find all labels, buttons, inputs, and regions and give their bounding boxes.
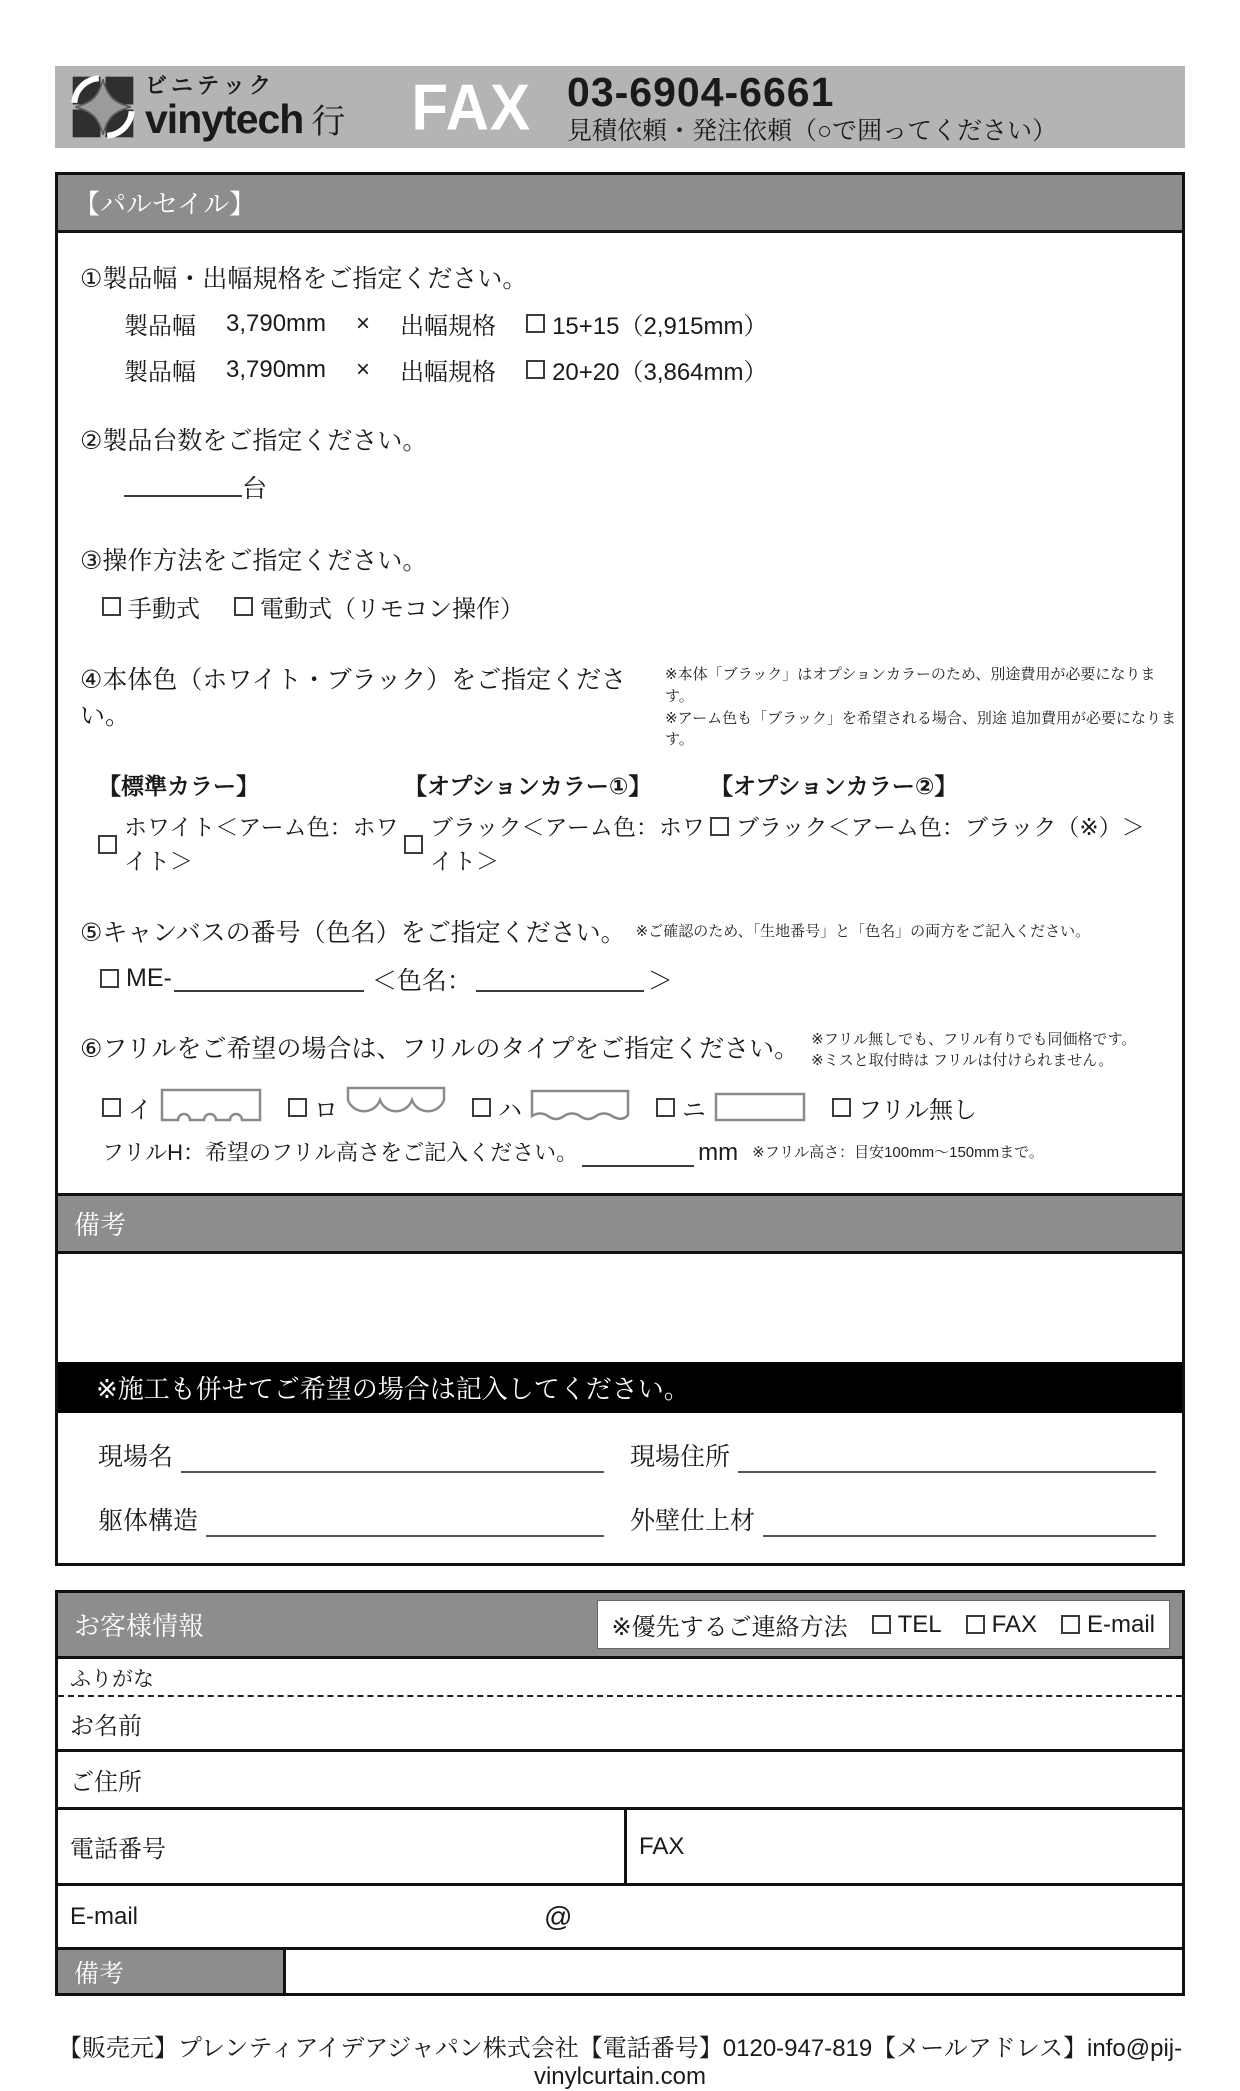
q6-frill-types [102,1086,1182,1128]
frill-type-ro-label: ロ [314,1096,338,1124]
q4-color-columns [98,769,1182,879]
email-label: E-mail [70,1902,139,1930]
tel-cell[interactable] [58,1810,624,1883]
checkbox-contact-email[interactable] [1061,1615,1080,1634]
q1-row1-option: 15+15（2,915mm） [552,313,768,340]
q2-title: ②製品台数をご指定ください。 [80,427,428,455]
fax-cell[interactable] [624,1810,1182,1883]
q6-note-2: ※ミスと取付時は フリルは付けられません。 [811,1052,1114,1070]
construction-note-bar: ※施工も併せてご希望の場合は記入してください。 [58,1362,1182,1413]
contact-preference-box [597,1600,1171,1649]
q1-row2-label2: 出幅規格 [400,359,497,386]
site-name-input[interactable] [181,1447,604,1473]
q5-prefix: ME- [126,964,172,992]
name-label: お名前 [70,1712,142,1740]
q4-col3-header: 【オプションカラー②】 [710,773,958,799]
q4-col1-header: 【標準カラー】 [98,773,259,799]
email-at-sign: @ [544,1900,573,1932]
q4-notes [665,664,1182,751]
q6-height-unit: mm [698,1139,739,1166]
address-label: ご住所 [70,1769,142,1796]
header-contact [567,69,1057,146]
parseil-remarks-area[interactable] [58,1254,1182,1362]
checkbox-color-black-white-arm[interactable] [404,835,423,854]
checkbox-spec-15-15[interactable] [526,314,545,333]
parseil-section-title: 【パルセイル】 [58,175,1182,233]
frill-type-none-label: フリル無し [858,1096,978,1124]
canvas-color-name-input[interactable] [476,965,644,991]
site-structure-label: 躯体構造 [98,1507,199,1535]
checkbox-color-white[interactable] [98,835,117,854]
tel-fax-row [58,1807,1182,1883]
furigana-row[interactable] [58,1659,1182,1695]
frill-height-input[interactable] [582,1144,694,1167]
checkbox-frill-ro[interactable] [288,1098,307,1117]
parseil-remarks-header: 備考 [58,1193,1182,1254]
q4-note-2: ※アーム色も「ブラック」を希望される場合、別途 追加費用が必要になります。 [665,709,1176,749]
furigana-label: ふりがな [70,1668,154,1691]
customer-section-title: お客様情報 [74,1611,205,1641]
frill-shape-ni-icon [714,1092,806,1122]
address-row[interactable] [58,1749,1182,1807]
q1-row1-label1: 製品幅 [124,313,196,340]
q3-title: ③操作方法をご指定ください。 [80,547,428,575]
fax-label: FAX [411,70,532,144]
site-address-label: 現場住所 [630,1443,731,1471]
q6-note-1: ※フリル無しでも、フリル有りでも同価格です。 [811,1030,1137,1048]
checkbox-color-black-black-arm[interactable] [710,817,729,836]
checkbox-contact-fax[interactable] [966,1615,985,1634]
customer-section-header [58,1593,1182,1659]
q3-option-electric: 電動式（リモコン操作） [260,596,524,623]
q1-row2-times: × [356,355,371,383]
q6-height-note: ※フリル高さ：目安100mm〜150mmまで。 [752,1144,1044,1162]
q5-title: ⑤キャンバスの番号（色名）をご指定ください。 [80,918,626,947]
canvas-number-input[interactable] [174,965,364,991]
checkbox-manual[interactable] [102,597,121,616]
customer-remarks-row [58,1947,1182,1993]
checkbox-electric[interactable] [234,597,253,616]
q4-col2-header: 【オプションカラー①】 [404,773,652,799]
checkbox-frill-i[interactable] [102,1098,121,1117]
q2-unit: 台 [242,475,268,503]
q4-col3-option: ブラック＜アーム色：ブラック（※）＞ [736,813,1145,840]
email-row[interactable] [58,1883,1182,1947]
q6-title: ⑥フリルをご希望の場合は、フリルのタイプをご指定ください。 [80,1034,800,1063]
frill-shape-i-icon [160,1088,262,1126]
parseil-section [55,172,1185,1566]
site-address-input[interactable] [738,1447,1156,1473]
frill-type-ha-label: ハ [498,1096,522,1124]
checkbox-frill-none[interactable] [832,1098,851,1117]
q1-row2-label1: 製品幅 [124,359,196,386]
fax-order-form [55,0,1185,2091]
checkbox-frill-ha[interactable] [472,1098,491,1117]
q1-row-1 [124,306,1182,341]
site-wall-label: 外壁仕上材 [630,1507,756,1535]
q3-options [102,589,1182,624]
q1-row1-label2: 出幅規格 [400,313,497,340]
site-wall-input[interactable] [763,1511,1156,1537]
site-name-label: 現場名 [98,1443,174,1471]
brand-suffix: 行 [311,102,346,141]
customer-remarks-label: 備考 [58,1950,286,1993]
q1-row2-option: 20+20（3,864mm） [552,359,768,386]
q3-option-manual: 手動式 [128,596,200,623]
checkbox-spec-20-20[interactable] [526,360,545,379]
site-structure-input[interactable] [206,1511,604,1537]
frill-shape-ro-icon [346,1086,446,1128]
frill-type-i-label: イ [128,1096,152,1124]
q1-row-2 [124,352,1182,387]
name-row[interactable] [58,1695,1182,1749]
customer-section [55,1590,1185,1996]
quantity-input[interactable] [124,471,242,497]
q4-col2-option: ブラック＜アーム色：ホワイト＞ [430,813,705,874]
checkbox-contact-tel[interactable] [872,1615,891,1634]
fax-number: 03-6904-6661 [567,68,835,115]
contact-option-tel: TEL [897,1610,942,1638]
checkbox-frill-ni[interactable] [656,1098,675,1117]
q5-note: ※ご確認のため、「生地番号」と「色名」の両方をご記入ください。 [635,922,1091,940]
footer-seller-info: 【販売元】プレンティアイデアジャパン株式会社【電話番号】0120-947-819【メールアドレス】info@pij-vinylcurtain.com [57,2035,1183,2090]
tel-label: 電話番号 [70,1836,166,1863]
q1-row1-value: 3,790mm [226,309,327,337]
q2-line [124,469,1182,505]
q4-note-1: ※本体「ブラック」はオプションカラーのため、別途費用が必要になります。 [665,666,1156,705]
q5-color-label: ＜色名： [371,966,472,995]
checkbox-canvas-me[interactable] [100,969,119,988]
site-fields [58,1413,1182,1563]
brand-name: vinytech [145,95,304,142]
brand-kana: ビニテック [145,72,276,98]
fax-label: FAX [639,1832,685,1860]
frill-type-ni-label: ニ [682,1096,706,1124]
header-subtitle: 見積依頼・発注依頼（○で囲ってください） [567,116,1058,145]
vinytech-logo-icon [71,75,135,139]
customer-remarks-area[interactable] [286,1950,1182,1993]
q5-color-close: ＞ [647,966,673,995]
q5-entry [100,961,1182,997]
contact-option-email: E-mail [1086,1610,1155,1638]
frill-shape-ha-icon [530,1089,630,1125]
q1-title: ①製品幅・出幅規格をご指定ください。 [80,265,528,293]
contact-preference-label: ※優先するご連絡方法 [611,1614,848,1641]
q6-notes [811,1029,1136,1073]
q4-col1-option: ホワイト＜アーム色：ホワイト＞ [124,813,399,874]
header-band [55,66,1185,148]
brand-block [145,72,346,142]
contact-option-fax: FAX [991,1610,1037,1638]
q4-title: ④本体色（ホワイト・ブラック）をご指定ください。 [80,666,627,730]
q6-height-label: フリルH：希望のフリル高さをご記入ください。 [102,1140,579,1165]
q6-height-line [102,1136,1182,1167]
q1-row1-times: × [356,309,371,337]
q1-row2-value: 3,790mm [226,355,327,383]
